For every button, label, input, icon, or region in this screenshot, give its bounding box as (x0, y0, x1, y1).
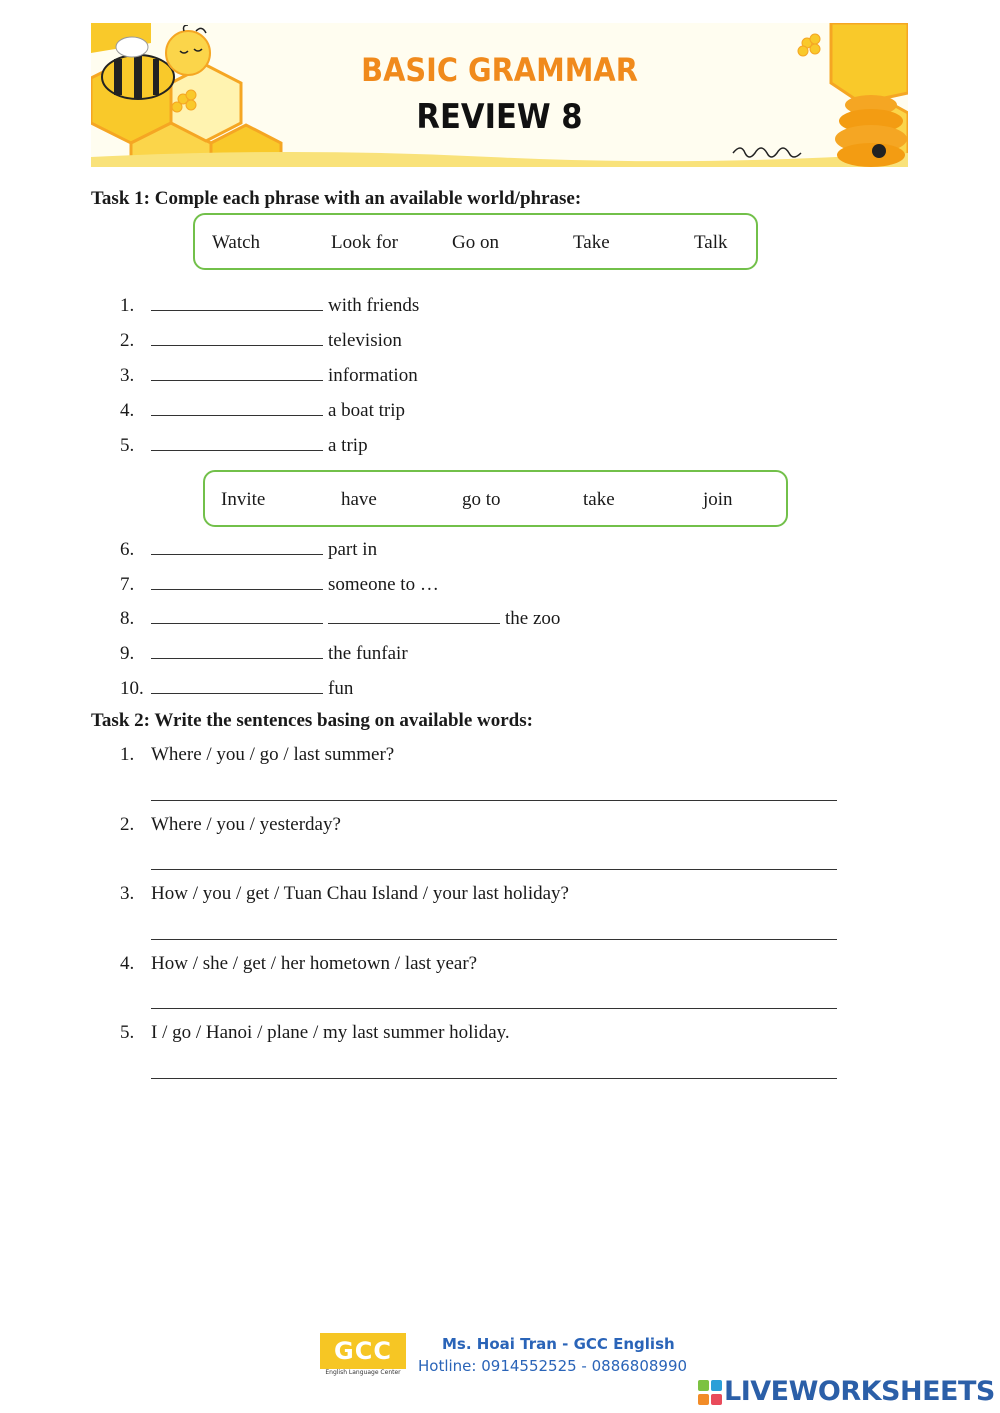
task1-item: 2. television (120, 327, 402, 351)
footer (320, 1333, 700, 1379)
word-option: have (341, 489, 377, 510)
liveworksheets-logo-icon (698, 1380, 722, 1406)
answer-blank[interactable] (151, 675, 323, 694)
task2-item: 3. How / you / get / Tuan Chau Island / your last holiday? (120, 883, 569, 904)
answer-blank[interactable] (151, 327, 323, 346)
task2-item: 5. I / go / Hanoi / plane / my last summer holiday. (120, 1022, 510, 1043)
word-option: Invite (221, 489, 266, 510)
answer-blank[interactable] (151, 605, 323, 624)
answer-line[interactable] (151, 1008, 837, 1009)
answer-line[interactable] (151, 800, 837, 801)
word-option: Talk (694, 232, 728, 253)
word-option: Watch (212, 232, 261, 253)
answer-blank[interactable] (151, 536, 323, 555)
answer-blank[interactable] (151, 292, 323, 311)
task1-item: 7. someone to … (120, 571, 439, 595)
liveworksheets-watermark[interactable] (698, 1376, 998, 1410)
answer-blank[interactable] (151, 640, 323, 659)
answer-line[interactable] (151, 1078, 837, 1079)
word-option: go to (462, 489, 501, 510)
word-option: join (703, 489, 733, 510)
task2-item: 1. Where / you / go / last summer? (120, 744, 395, 765)
word-box-2 (203, 470, 788, 527)
gcc-logo: GCC (320, 1333, 406, 1369)
answer-blank[interactable] (151, 571, 323, 590)
answer-blank[interactable] (151, 432, 323, 451)
watermark-text: LIVEWORKSHEETS (724, 1376, 995, 1407)
answer-blank[interactable] (151, 362, 323, 381)
word-option: Take (573, 232, 610, 253)
task1-heading: Task 1: Comple each phrase with an available world/phrase: (91, 188, 582, 209)
hotline: Hotline: 0914552525 - 0886808990 (418, 1357, 688, 1375)
page-subtitle: REVIEW 8 (416, 97, 583, 137)
answer-blank[interactable] (328, 605, 500, 624)
task1-item: 3. information (120, 362, 418, 386)
task1-item: 10. fun (120, 675, 353, 699)
answer-line[interactable] (151, 869, 837, 870)
word-option: take (583, 489, 615, 510)
header-banner (91, 23, 908, 167)
task1-item: 9. the funfair (120, 640, 408, 664)
answer-line[interactable] (151, 939, 837, 940)
task1-item: 8. the zoo (120, 605, 560, 629)
word-option: Look for (331, 232, 399, 253)
word-option: Go on (452, 232, 499, 253)
answer-blank[interactable] (151, 397, 323, 416)
teacher-name: Ms. Hoai Tran - GCC English (442, 1335, 675, 1353)
task2-heading: Task 2: Write the sentences basing on available words: (91, 710, 533, 731)
task2-item: 2. Where / you / yesterday? (120, 814, 341, 835)
task1-item: 6. part in (120, 536, 377, 560)
task1-item: 1. with friends (120, 292, 419, 316)
task1-item: 5. a trip (120, 432, 368, 456)
gcc-logo-subtitle: English Language Center (325, 1369, 401, 1376)
flight-path-icon (731, 141, 821, 161)
page-title: BASIC GRAMMAR (361, 51, 638, 89)
task2-item: 4. How / she / get / her hometown / last year? (120, 953, 478, 974)
word-box-1 (193, 213, 758, 270)
task1-item: 4. a boat trip (120, 397, 405, 421)
